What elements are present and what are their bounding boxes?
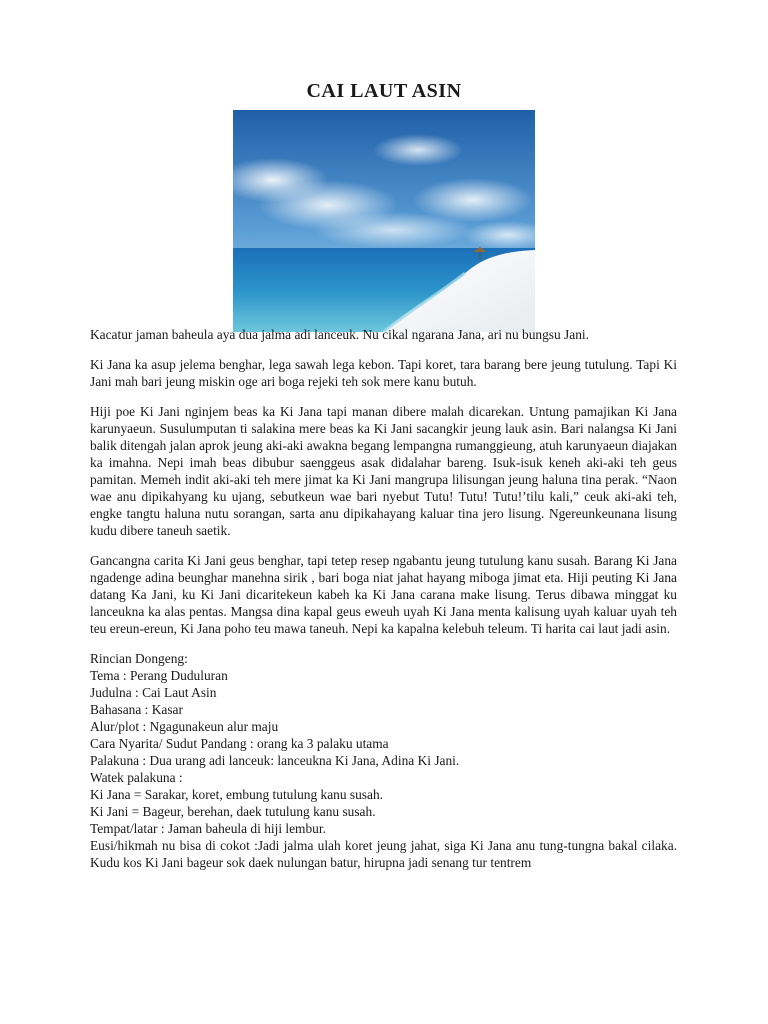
- detail-line: Alur/plot : Ngagunakeun alur maju: [90, 719, 279, 734]
- story-paragraph: Gancangna carita Ki Jani geus benghar, tapi tetep resep ngabantu jeung tutulung kanu susah. Barang Ki Jana ngadenge adina beunghar manehna sirik , bari boga niat jahat hayang miboga jimat eta. Hiji peuting Ki Jana datang Ka Jani, ku Ki Jani dicaritekeun kabeh ka Ki Jana carana make lisung. Terus dibawa minggat ku lanceukna ka alas pentas. Mangsa dina kapal geus eweuh uyah Ki Jana menta kalisung uyah kaluar uyah teh teu ereun-ereun, Ki Jana poho teu mawa taneuh. Nepi ka kapalna kelebuh teleum. Ti harita cai laut jadi asin.: [90, 553, 677, 636]
- detail-line: Watek palakuna :: [90, 770, 183, 785]
- details-heading: Rincian Dongeng:: [90, 651, 188, 666]
- moral-line: Eusi/hikmah nu bisa di cokot :Jadi jalma ulah koret jeung jahat, siga Ki Jana anu tung-tungna bakal cilaka. Kudu kos Ki Jani bageur sok daek nulungan batur, hirupna jadi senang tur tentrem: [90, 838, 677, 870]
- detail-line: Judulna : Cai Laut Asin: [90, 685, 217, 700]
- detail-line: Ki Jana = Sarakar, koret, embung tutulung kanu susah.: [90, 787, 383, 802]
- story-paragraph: Kacatur jaman baheula aya dua jalma adi lanceuk. Nu cikal ngarana Jana, ari nu bungsu Jani.: [90, 327, 589, 342]
- detail-line: Ki Jani = Bageur, berehan, daek tutulung kanu susah.: [90, 804, 376, 819]
- detail-line: Bahasana : Kasar: [90, 702, 183, 717]
- document-title: CAI LAUT ASIN: [306, 80, 462, 102]
- story-body: [90, 326, 677, 871]
- detail-line: Tema : Perang Duduluran: [90, 668, 228, 683]
- beach-photo: [233, 110, 535, 332]
- story-paragraph: Hiji poe Ki Jani nginjem beas ka Ki Jana tapi manan dibere malah dicarekan. Untung pamajikan Ki Jana karunyaeun. Susulumputan ti salakina mere beas ka Ki Jani sacangkir jeung lauk asin. Bari nalangsa Ki Jani balik ditengah jalan aprok jeung aki-aki awakna begang lempangna rumanggieung, atuh karunyaeun diajakan ka imahna. Nepi imah beas dibubur saenggeus asak didalahar bareng. Isuk-isuk keneh aki-aki teh geus pamitan. Memeh indit aki-aki teh mere jimat ka Ki Jani mangrupa lilisungan jeung haluna tina perak. “Naon wae anu dipikahyang ku ujang, sebutkeun wae bari nyebut Tutu! Tutu! Tutu!’tilu kali,” ceuk aki-aki teh, engke tangtu haluna nutu sorangan, sarta anu dipikahayang kaluar tina jero lisung. Ngereunkeunana lisung kudu dibere taneuh saetik.: [90, 404, 677, 538]
- detail-line: Cara Nyarita/ Sudut Pandang : orang ka 3 palaku utama: [90, 736, 389, 751]
- detail-line: Tempat/latar : Jaman baheula di hiji lembur.: [90, 821, 326, 836]
- detail-line: Palakuna : Dua urang adi lanceuk: lanceukna Ki Jana, Adina Ki Jani.: [90, 753, 460, 768]
- story-details: [90, 650, 677, 871]
- story-paragraph: Ki Jana ka asup jelema benghar, lega sawah lega kebon. Tapi koret, tara barang bere jeung tutulung. Tapi Ki Jani mah bari jeung miskin oge ari boga rejeki teh sok mere kanu butuh.: [90, 357, 677, 389]
